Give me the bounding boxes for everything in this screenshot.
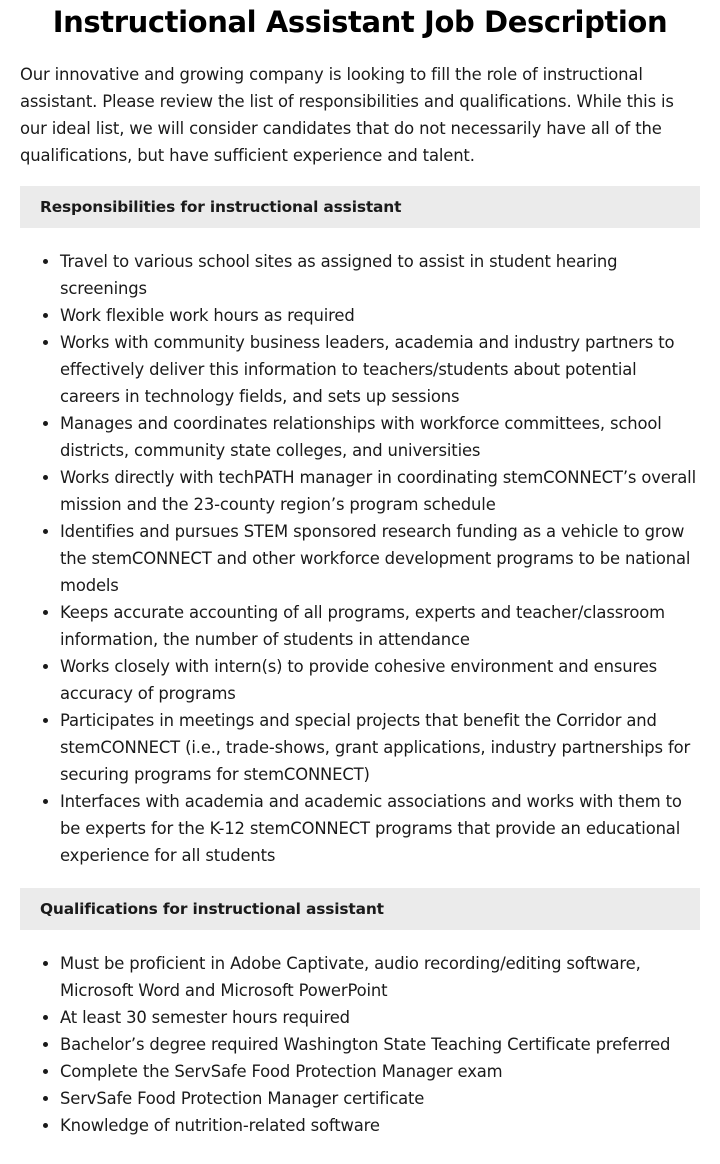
list-item: • Works with community business leaders, academia and industry partners to effectively deliver this information to teachers/students about potential careers in technology fields, and sets up sessions [60, 329, 700, 410]
list-item: • Knowledge of nutrition-related software [60, 1112, 700, 1139]
list-item: • Works directly with techPATH manager in coordinating stemCONNECT’s overall mission and the 23-county region’s program schedule [60, 464, 700, 518]
page-title: Instructional Assistant Job Description [52, 5, 668, 39]
list-item: • Participates in meetings and special projects that benefit the Corridor and stemCONNECT (i.e., trade-shows, grant applications, industry partnerships for securing programs for stemCONNECT) [60, 707, 700, 788]
responsibilities-heading: Responsibilities for instructional assistant [20, 186, 700, 228]
list-item: • Work flexible work hours as required [60, 302, 700, 329]
list-item: • Travel to various school sites as assigned to assist in student hearing screenings [60, 248, 700, 302]
list-item: • Manages and coordinates relationships with workforce committees, school districts, community state colleges, and universities [60, 410, 700, 464]
list-item: • Must be proficient in Adobe Captivate, audio recording/editing software, Microsoft Word and Microsoft PowerPoint [60, 950, 700, 1004]
list-item: • Complete the ServSafe Food Protection Manager exam [60, 1058, 700, 1085]
responsibilities-list [20, 248, 700, 869]
list-item: • Works closely with intern(s) to provide cohesive environment and ensures accuracy of programs [60, 653, 700, 707]
list-item: • Interfaces with academia and academic associations and works with them to be experts for the K-12 stemCONNECT programs that provide an educational experience for all students [60, 788, 700, 869]
intro-paragraph: Our innovative and growing company is looking to fill the role of instructional assistant. Please review the list of responsibilities and qualifications. While this is our ideal list, we will consider candidates that do not necessarily have all of the qualifications, but have sufficient experience and talent. [20, 65, 674, 165]
list-item: • Keeps accurate accounting of all programs, experts and teacher/classroom information, the number of students in attendance [60, 599, 700, 653]
list-item: • Identifies and pursues STEM sponsored research funding as a vehicle to grow the stemCONNECT and other workforce development programs to be national models [60, 518, 700, 599]
list-item: • Bachelor’s degree required Washington State Teaching Certificate preferred [60, 1031, 700, 1058]
qualifications-heading: Qualifications for instructional assistant [20, 888, 700, 930]
list-item: • At least 30 semester hours required [60, 1004, 700, 1031]
qualifications-list [20, 950, 700, 1139]
list-item: • ServSafe Food Protection Manager certificate [60, 1085, 700, 1112]
